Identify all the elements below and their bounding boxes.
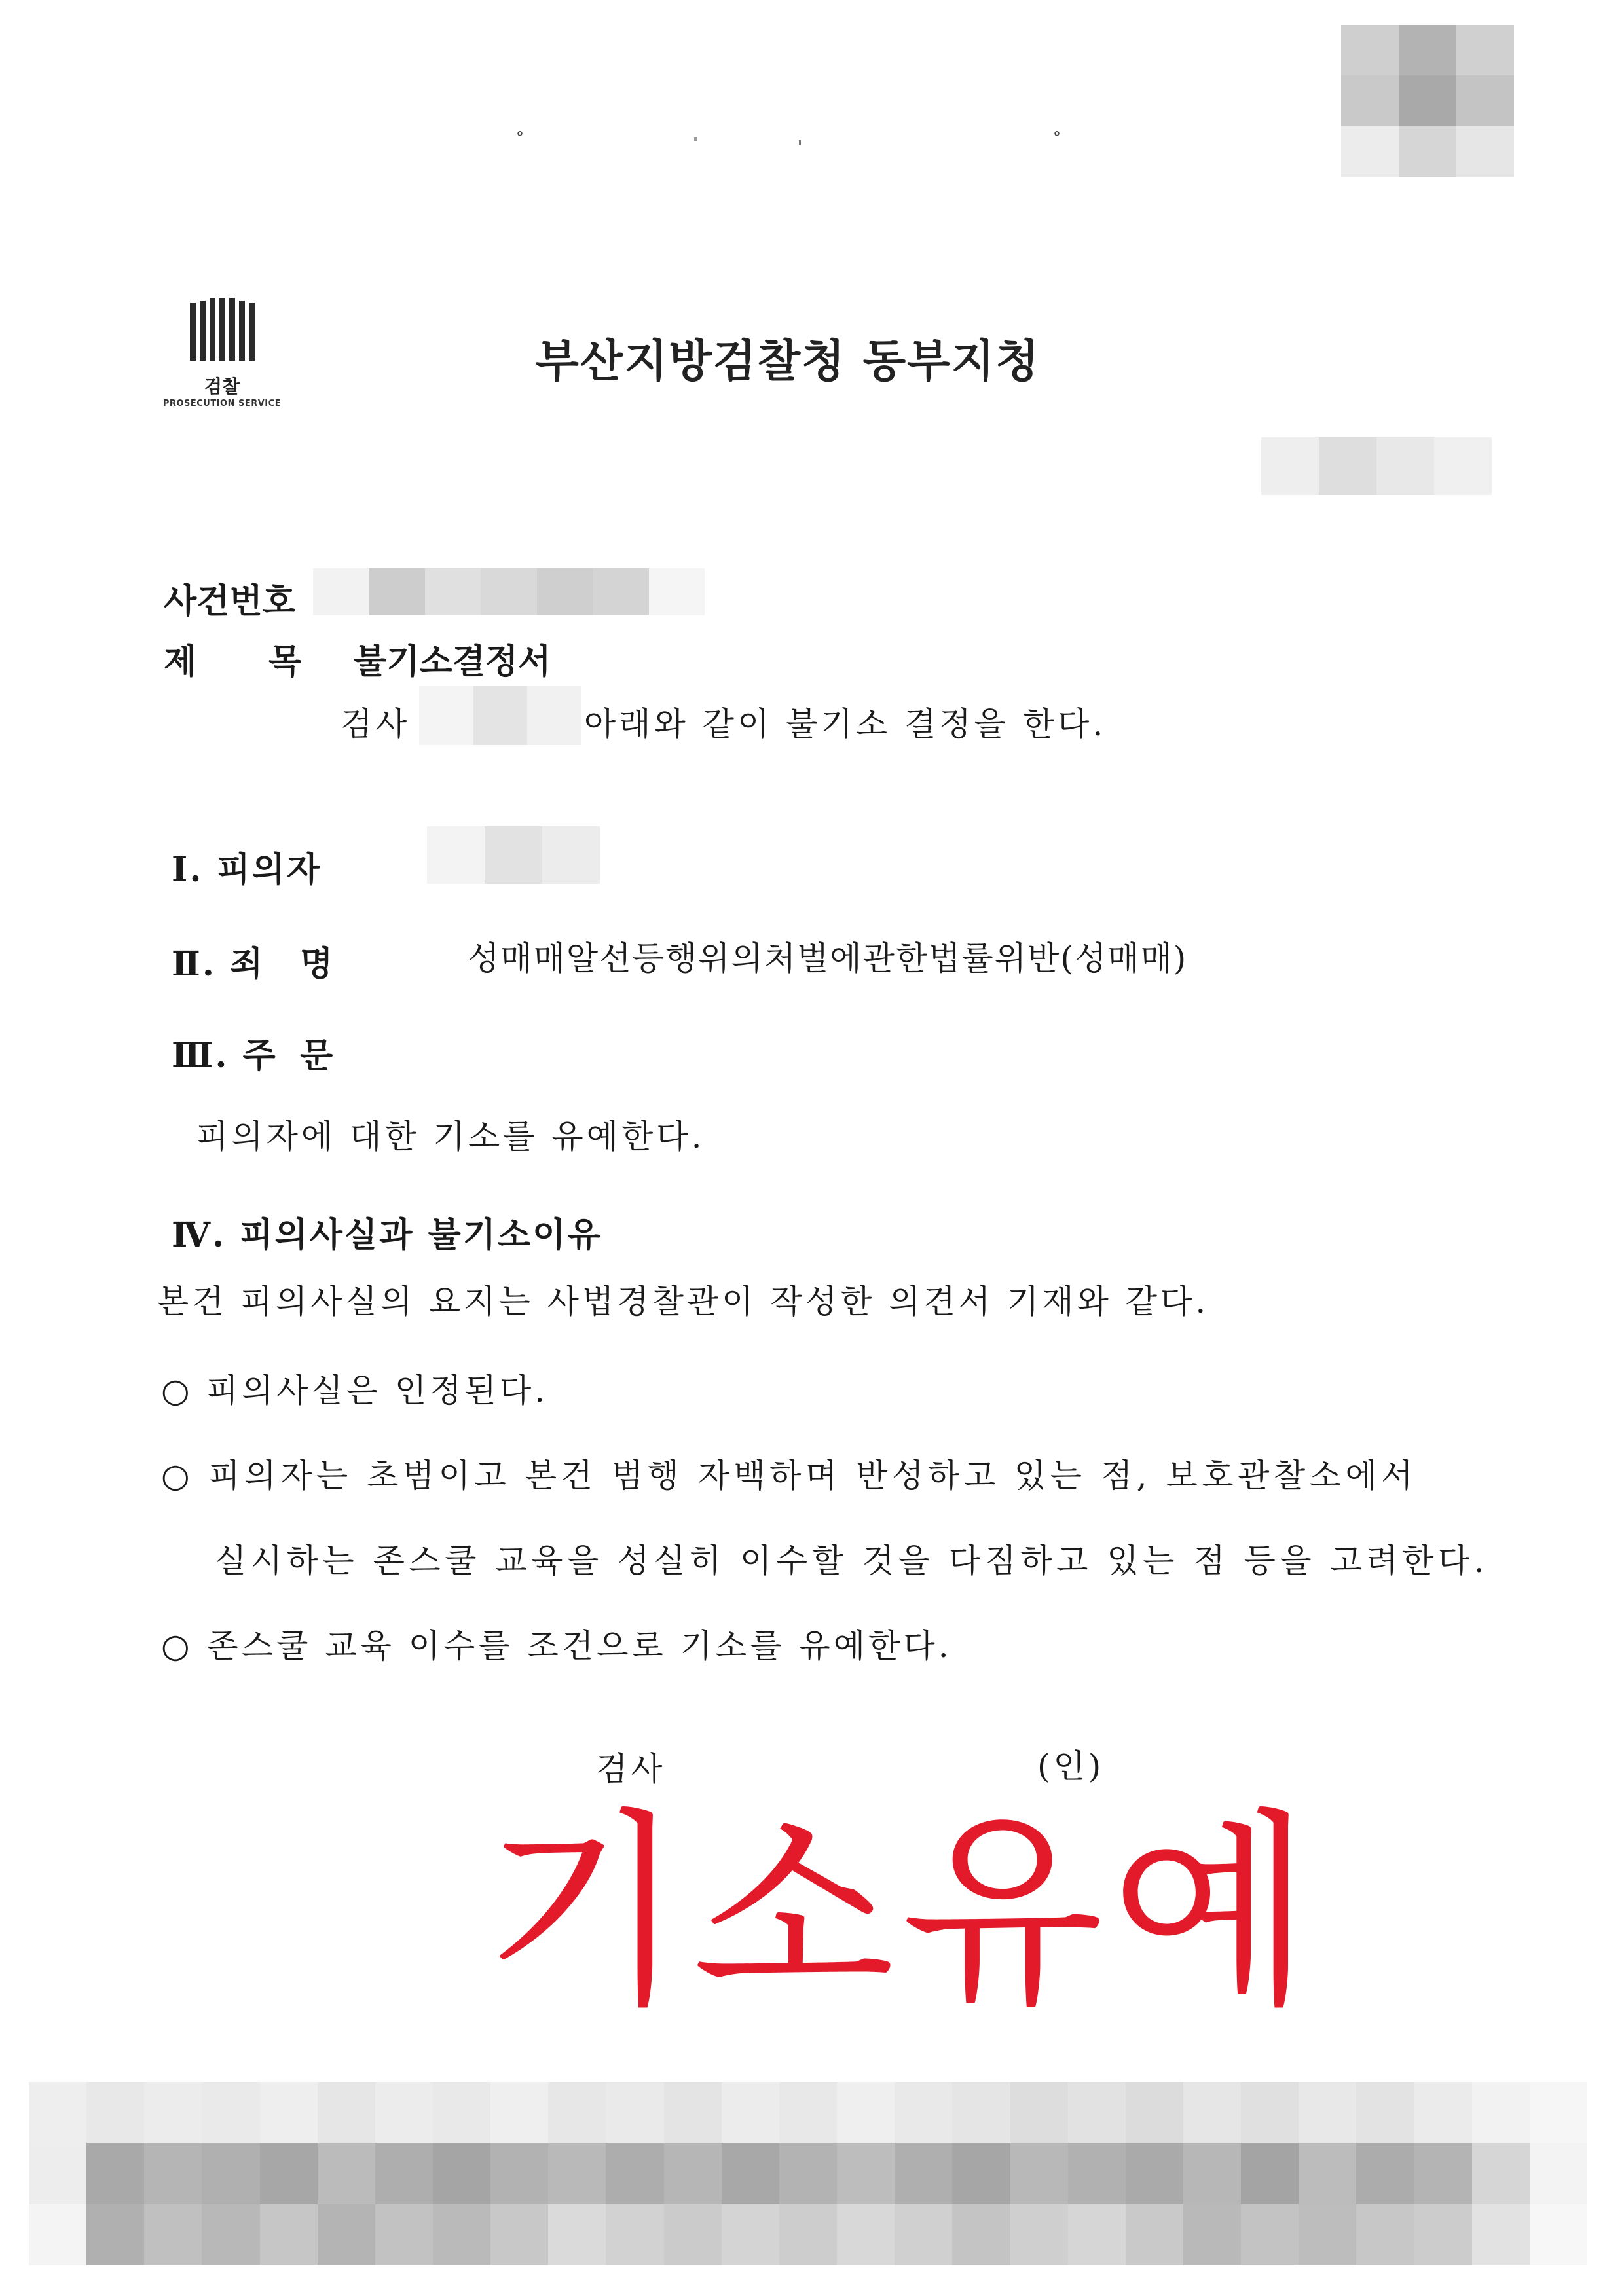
subject-label-first: 제 [164, 642, 197, 682]
intro-text: 아래와 같이 불기소 결정을 한다. [584, 705, 1107, 743]
redacted-suspect-name [427, 826, 600, 884]
suspended-indictment-stamp: 기소유예 [483, 1791, 1320, 2035]
scan-speck [694, 137, 697, 141]
scan-speck [799, 140, 801, 145]
redacted-document-id [1341, 25, 1514, 177]
suspect-heading: Ⅰ. 피의자 [172, 850, 322, 890]
bullet-mitigation-line1: ○ 피의자는 초범이고 본건 범행 자백하며 반성하고 있는 점, 보호관찰소에서 [161, 1457, 1418, 1495]
reason-intro: 본건 피의사실의 요지는 사법경찰관이 작성한 의견서 기재와 같다. [157, 1283, 1209, 1321]
order-text: 피의자에 대한 기소를 유예한다. [196, 1118, 705, 1156]
signature-seal-label: (인) [1037, 1747, 1105, 1785]
charge-heading-word: 명 [300, 944, 335, 984]
order-heading-word: 문 [300, 1036, 335, 1076]
signature-prosecutor-label: 검사 [596, 1750, 666, 1788]
charge-heading-number: Ⅱ. 죄 [172, 944, 265, 984]
office-title: 부산지방검찰청 동부지청 [536, 336, 1041, 388]
top-mark-right: ° [1053, 128, 1061, 147]
redacted-case-number [313, 568, 705, 615]
redacted-prosecutor-name [419, 686, 581, 745]
subject-value: 불기소결정서 [354, 642, 551, 682]
reason-heading: Ⅳ. 피의사실과 불기소이유 [172, 1215, 602, 1255]
logo-name: 검찰 [204, 376, 240, 397]
bullet-fact-admitted: ○ 피의사실은 인정된다. [161, 1372, 549, 1410]
logo-subtitle: PROSECUTION SERVICE [162, 399, 282, 409]
prosecution-service-logo [162, 298, 293, 416]
bullet-suspension-condition: ○ 존스쿨 교육 이수를 조건으로 기소를 유예한다. [161, 1627, 952, 1665]
case-number-label: 사건번호 [164, 581, 295, 621]
top-mark-left: ° [516, 128, 524, 147]
order-heading-number: Ⅲ. 주 [172, 1036, 278, 1076]
intro-prefix: 검사 [341, 705, 411, 743]
bullet-mitigation-line2: 실시하는 존스쿨 교육을 성실히 이수할 것을 다짐하고 있는 점 등을 고려한다. [215, 1542, 1489, 1580]
redacted-date [1261, 437, 1492, 495]
charge-value: 성매매알선등행위의처벌에관한법률위반(성매매) [468, 939, 1188, 977]
redacted-footer [29, 2082, 1587, 2265]
subject-label-second: 목 [268, 642, 302, 682]
logo-emblem-icon [190, 298, 293, 361]
